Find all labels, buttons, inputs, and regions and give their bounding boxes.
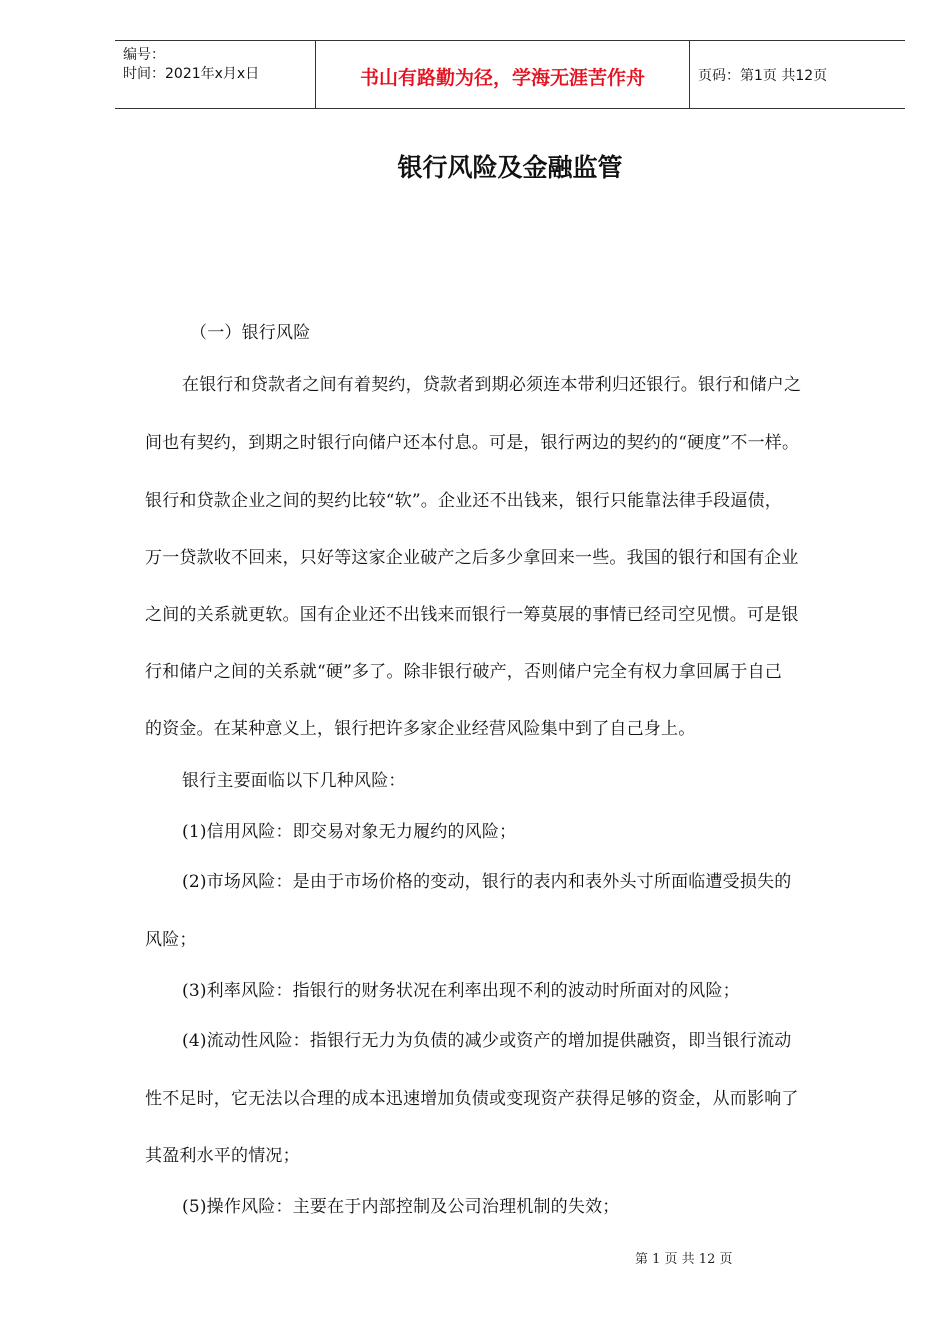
body-line: 行和储户之间的关系就“硬”多了。除非银行破产，否则储户完全有权力拿回属于自己 bbox=[145, 662, 782, 682]
body-line: 之间的关系就更软。国有企业还不出钱来而银行一筹莫展的事情已经司空见惯。可是银 bbox=[145, 605, 799, 625]
risk-item-5: (5)操作风险：主要在于内部控制及公司治理机制的失效； bbox=[182, 1197, 620, 1217]
body-line: 万一贷款收不回来，只好等这家企业破产之后多少拿回来一些。我国的银行和国有企业 bbox=[145, 548, 799, 568]
body-line: 的资金。在某种意义上，银行把许多家企业经营风险集中到了自己身上。 bbox=[145, 719, 696, 739]
header-page-info: 页码：第1页 共12页 bbox=[698, 68, 828, 84]
risk-item-1: (1)信用风险：即交易对象无力履约的风险； bbox=[182, 822, 517, 842]
risk-item-3: (3)利率风险：指银行的财务状况在利率出现不利的波动时所面对的风险； bbox=[182, 981, 740, 1001]
header-motto-cell bbox=[316, 41, 690, 108]
risk-item-4-cont: 性不足时，它无法以合理的成本迅速增加负债或变现资产获得足够的资金，从而影响了 bbox=[145, 1089, 799, 1109]
document-title: 银行风险及金融监管 bbox=[397, 153, 623, 182]
body-line: 银行主要面临以下几种风险： bbox=[182, 771, 406, 791]
time-label: 时间：2021年x月x日 bbox=[123, 66, 260, 82]
header-page-cell bbox=[690, 41, 905, 108]
header-meta-cell bbox=[115, 41, 316, 108]
page-footer: 第 1 页 共 12 页 bbox=[635, 1252, 733, 1267]
header-motto: 书山有路勤为径，学海无涯苦作舟 bbox=[359, 67, 645, 89]
risk-item-2-cont: 风险； bbox=[145, 930, 197, 950]
body-line: 间也有契约，到期之时银行向储户还本付息。可是，银行两边的契约的“硬度”不一样。 bbox=[145, 433, 800, 453]
risk-item-4-cont: 其盈利水平的情况； bbox=[145, 1146, 300, 1166]
body-line: 在银行和贷款者之间有着契约，贷款者到期必须连本带利归还银行。银行和储户之 bbox=[182, 375, 802, 395]
body-line: 银行和贷款企业之间的契约比较“软”。企业还不出钱来，银行只能靠法律手段逼债， bbox=[145, 491, 782, 511]
serial-label: 编号： bbox=[123, 47, 165, 63]
document-header bbox=[115, 40, 905, 109]
section-heading: （一）银行风险 bbox=[190, 323, 311, 343]
risk-item-2: (2)市场风险：是由于市场价格的变动，银行的表内和表外头寸所面临遭受损失的 bbox=[182, 872, 792, 892]
risk-item-4: (4)流动性风险：指银行无力为负债的减少或资产的增加提供融资，即当银行流动 bbox=[182, 1031, 792, 1051]
